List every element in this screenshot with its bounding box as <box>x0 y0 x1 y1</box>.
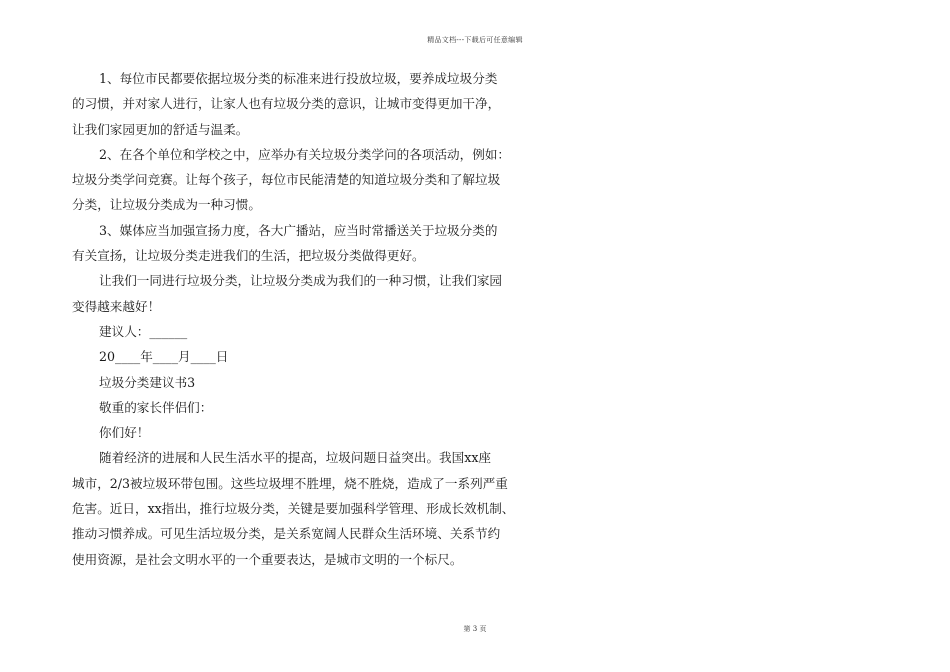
signature-line: 建议人：______ <box>99 323 188 339</box>
section-title: 垃圾分类建议书3 <box>99 374 196 390</box>
greeting-line: 你们好！ <box>99 425 150 441</box>
paragraph-line: 城市，2/3被垃圾环带包围。这些垃圾埋不胜埋，烧不胜烧，造成了一系列严重 <box>72 475 508 491</box>
paragraph-line: 危害。近日，xx指出，推行垃圾分类，关键是要加强科学管理、形成长效机制、 <box>72 501 515 517</box>
paragraph-line: 分类，让垃圾分类成为一种习惯。 <box>72 197 261 213</box>
paragraph-line: 随着经济的进展和人民生活水平的提高，垃圾问题日益突出。我国xx座 <box>99 450 492 466</box>
page-header: 精品文档---下载后可任意编辑 <box>427 36 523 44</box>
paragraph-line: 垃圾分类学问竞赛。让每个孩子，每位市民能清楚的知道垃圾分类和了解垃圾 <box>72 172 501 188</box>
paragraph-line: 推动习惯养成。可见生活垃圾分类，是关系宽阔人民群众生活环境、关系节约 <box>72 526 501 542</box>
paragraph-line: 让我们一同进行垃圾分类，让垃圾分类成为我们的一种习惯，让我们家园 <box>99 273 502 289</box>
date-line: 20____年____月____日 <box>99 349 229 365</box>
paragraph-line: 3、媒体应当加强宣扬力度，各大广播站，应当时常播送关于垃圾分类的 <box>99 222 498 238</box>
document-body <box>72 66 515 572</box>
paragraph-line: 1、每位市民都要依据垃圾分类的标准来进行投放垃圾，要养成垃圾分类 <box>99 71 498 86</box>
paragraph-line: 变得越来越好！ <box>72 298 161 314</box>
page-number: 第 3 页 <box>463 625 487 633</box>
paragraph-line: 让我们家园更加的舒适与温柔。 <box>72 121 249 137</box>
paragraph-line: 使用资源，是社会文明水平的一个重要表达，是城市文明的一个标尺。 <box>72 551 463 567</box>
salutation-line: 敬重的家长伴侣们： <box>99 399 213 415</box>
paragraph-line: 2、在各个单位和学校之中，应举办有关垃圾分类学问的各项活动，例如： <box>99 146 511 162</box>
paragraph-line: 有关宣扬，让垃圾分类走进我们的生活，把垃圾分类做得更好。 <box>72 248 425 264</box>
paragraph-line: 的习惯，并对家人进行，让家人也有垃圾分类的意识，让城市变得更加干净， <box>72 96 501 112</box>
